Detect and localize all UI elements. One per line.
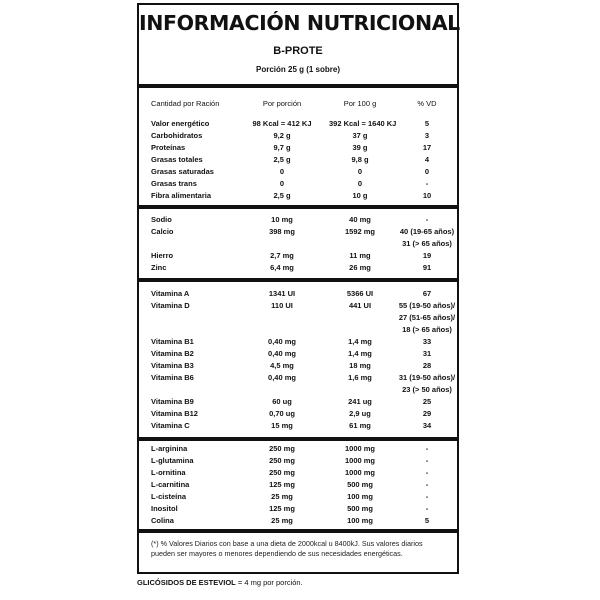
- table-row: [139, 455, 457, 467]
- table-row: [139, 372, 457, 384]
- table-cell: 31 (> 65 años): [402, 239, 452, 248]
- table-cell: Grasas trans: [151, 179, 197, 188]
- table-cell: 67: [422, 289, 432, 298]
- table-cell: L-cisteína: [151, 492, 187, 501]
- table-cell: 9,8 g: [351, 155, 369, 164]
- table-cell: 0,40 mg: [268, 337, 296, 346]
- divider: [139, 84, 457, 88]
- table-cell: 40 (19-65 años): [399, 227, 455, 236]
- table-cell: 250 mg: [269, 444, 295, 453]
- table-cell: 0: [279, 179, 285, 188]
- table-cell: 1,4 mg: [348, 349, 372, 358]
- table-cell: Zinc: [151, 263, 167, 272]
- nutrition-panel: [137, 3, 459, 574]
- table-cell: 25 mg: [271, 492, 293, 501]
- table-cell: Vitamina B2: [151, 349, 194, 358]
- table-row: [139, 348, 457, 360]
- table-cell: 0,40 mg: [268, 349, 296, 358]
- steviol-text: = 4 mg por porción.: [235, 578, 303, 587]
- table-cell: 100 mg: [347, 516, 373, 525]
- table-row: [139, 226, 457, 238]
- table-cell: 18 mg: [349, 361, 371, 370]
- table-row: [139, 443, 457, 455]
- column-header: Cantidad por Ración: [151, 99, 220, 108]
- table-cell: 1000 mg: [344, 444, 376, 453]
- table-cell: 0: [357, 167, 363, 176]
- table-cell: Vitamina B9: [151, 397, 194, 406]
- table-cell: 0,40 mg: [268, 373, 296, 382]
- table-row: [139, 312, 457, 324]
- table-cell: 10: [422, 191, 432, 200]
- table-cell: Grasas totales: [151, 155, 203, 164]
- table-cell: 392 Kcal = 1640 KJ: [329, 119, 397, 128]
- table-cell: 100 mg: [347, 492, 373, 501]
- table-cell: Vitamina B12: [151, 409, 198, 418]
- table-cell: 0,70 ug: [269, 409, 295, 418]
- table-row: [139, 360, 457, 372]
- table-cell: 29: [422, 409, 432, 418]
- steviol-note: [137, 578, 303, 587]
- divider: [139, 529, 457, 533]
- table-cell: 10 mg: [271, 215, 293, 224]
- divider: [139, 205, 457, 209]
- table-cell: 5: [424, 119, 430, 128]
- table-row: [139, 384, 457, 396]
- table-cell: 61 mg: [349, 421, 371, 430]
- table-cell: 25 mg: [271, 516, 293, 525]
- table-cell: 40 mg: [349, 215, 371, 224]
- table-cell: Proteínas: [151, 143, 186, 152]
- table-row: [139, 491, 457, 503]
- table-row: [139, 420, 457, 432]
- table-cell: 39 g: [352, 143, 368, 152]
- table-cell: L-ornitina: [151, 468, 186, 477]
- table-cell: 5: [424, 516, 430, 525]
- table-cell: 500 mg: [347, 504, 373, 513]
- table-row: [139, 324, 457, 336]
- table-cell: 15 mg: [271, 421, 293, 430]
- product-name: B-PROTE: [273, 45, 323, 57]
- table-cell: 1000 mg: [344, 456, 376, 465]
- table-row: [139, 300, 457, 312]
- divider: [139, 278, 457, 282]
- table-cell: 17: [422, 143, 432, 152]
- divider: [139, 437, 457, 441]
- table-cell: L-carnitina: [151, 480, 190, 489]
- table-cell: -: [425, 468, 429, 477]
- table-cell: -: [425, 179, 429, 188]
- table-cell: Vitamina B1: [151, 337, 194, 346]
- table-cell: Vitamina B6: [151, 373, 194, 382]
- table-cell: 60 ug: [272, 397, 292, 406]
- table-cell: Sodio: [151, 215, 172, 224]
- table-cell: Colina: [151, 516, 174, 525]
- table-cell: L-glutamina: [151, 456, 194, 465]
- table-cell: 1,6 mg: [348, 373, 372, 382]
- table-cell: 2,9 ug: [349, 409, 371, 418]
- table-cell: 37 g: [352, 131, 368, 140]
- table-cell: 125 mg: [269, 480, 295, 489]
- table-cell: 10 g: [352, 191, 368, 200]
- table-cell: Grasas saturadas: [151, 167, 214, 176]
- table-row: [139, 515, 457, 527]
- table-cell: L-arginina: [151, 444, 188, 453]
- table-cell: 27 (51-65 años)/: [398, 313, 456, 322]
- table-cell: 33: [422, 337, 432, 346]
- table-cell: Fibra alimentaria: [151, 191, 212, 200]
- table-cell: 9,2 g: [273, 131, 291, 140]
- table-cell: Hierro: [151, 251, 174, 260]
- table-cell: 250 mg: [269, 468, 295, 477]
- table-cell: Inositol: [151, 504, 178, 513]
- table-cell: 5366 UI: [346, 289, 374, 298]
- table-cell: -: [425, 492, 429, 501]
- table-cell: Valor energético: [151, 119, 210, 128]
- table-row: [139, 467, 457, 479]
- table-cell: 1592 mg: [344, 227, 376, 236]
- table-cell: 31 (19-50 años)/: [398, 373, 456, 382]
- table-cell: 19: [422, 251, 432, 260]
- table-cell: 9,7 g: [273, 143, 291, 152]
- table-cell: 1341 UI: [268, 289, 296, 298]
- table-cell: 18 (> 65 años): [402, 325, 452, 334]
- table-cell: 110 UI: [271, 301, 293, 310]
- table-cell: 26 mg: [349, 263, 371, 272]
- table-cell: 441 UI: [348, 301, 372, 310]
- table-cell: 98 Kcal = 412 KJ: [252, 119, 312, 128]
- portion-size: Porción 25 g (1 sobre): [255, 65, 341, 74]
- column-header: Por porción: [262, 99, 302, 108]
- table-cell: 0: [357, 179, 363, 188]
- table-row: [139, 250, 457, 262]
- table-cell: 1000 mg: [344, 468, 376, 477]
- table-cell: 398 mg: [269, 227, 295, 236]
- table-cell: Carbohidratos: [151, 131, 203, 140]
- table-cell: -: [425, 456, 429, 465]
- table-cell: 31: [422, 349, 432, 358]
- table-cell: 25: [422, 397, 432, 406]
- table-cell: 125 mg: [269, 504, 295, 513]
- table-cell: Vitamina B3: [151, 361, 194, 370]
- table-cell: 55 (19-50 años)/: [398, 301, 456, 310]
- table-cell: 3: [424, 131, 430, 140]
- table-cell: 28: [422, 361, 432, 370]
- table-row: [139, 130, 457, 142]
- table-cell: 500 mg: [347, 480, 373, 489]
- column-header-row: [139, 98, 457, 110]
- column-header: % VD: [417, 99, 437, 108]
- table-row: [139, 238, 457, 250]
- table-cell: Vitamina D: [151, 301, 190, 310]
- steviol-label: GLICÓSIDOS DE ESTEVIOL: [137, 578, 236, 587]
- table-cell: 250 mg: [269, 456, 295, 465]
- table-cell: 0: [424, 167, 430, 176]
- table-cell: 91: [422, 263, 432, 272]
- table-cell: -: [425, 215, 429, 224]
- table-row: [139, 503, 457, 515]
- table-cell: 4,5 mg: [270, 361, 294, 370]
- table-row: [139, 118, 457, 130]
- table-cell: Vitamina A: [151, 289, 190, 298]
- table-row: [139, 288, 457, 300]
- table-cell: Vitamina C: [151, 421, 190, 430]
- table-cell: 6,4 mg: [270, 263, 294, 272]
- table-row: [139, 166, 457, 178]
- table-cell: Calcio: [151, 227, 174, 236]
- footnote: (*) % Valores Diarios con base a una dieta de 2000kcal u 8400kJ. Sus valores diarios pueden ser mayores o menores dependiendo de sus necesidades energéticas.: [151, 539, 423, 558]
- table-row: [139, 408, 457, 420]
- table-cell: 1,4 mg: [348, 337, 372, 346]
- table-cell: 0: [279, 167, 285, 176]
- table-row: [139, 262, 457, 274]
- table-cell: -: [425, 444, 429, 453]
- table-row: [139, 190, 457, 202]
- table-row: [139, 178, 457, 190]
- table-cell: 2,7 mg: [270, 251, 294, 260]
- panel-title: INFORMACIÓN NUTRICIONAL: [139, 11, 460, 35]
- table-cell: 34: [422, 421, 432, 430]
- table-row: [139, 336, 457, 348]
- column-header: Por 100 g: [343, 99, 377, 108]
- table-cell: 241 ug: [348, 397, 372, 406]
- table-row: [139, 396, 457, 408]
- table-cell: 11 mg: [349, 251, 371, 260]
- table-cell: -: [425, 480, 429, 489]
- table-cell: 4: [424, 155, 430, 164]
- table-cell: 23 (> 50 años): [402, 385, 452, 394]
- table-row: [139, 142, 457, 154]
- table-row: [139, 479, 457, 491]
- table-cell: 2,5 g: [273, 191, 291, 200]
- table-cell: -: [425, 504, 429, 513]
- table-row: [139, 154, 457, 166]
- table-row: [139, 214, 457, 226]
- table-cell: 2,5 g: [273, 155, 291, 164]
